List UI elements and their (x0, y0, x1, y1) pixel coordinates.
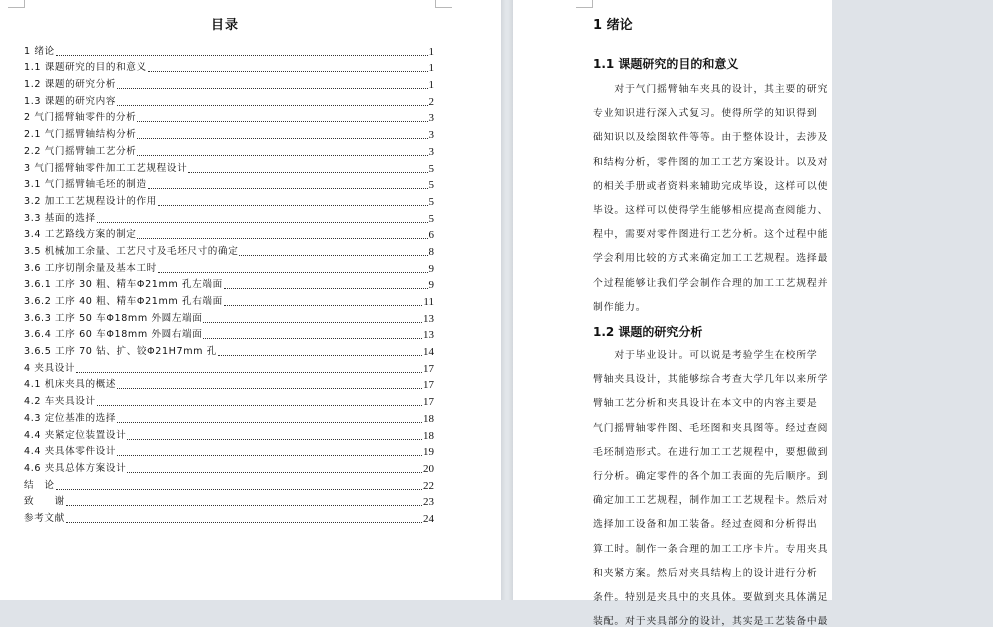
toc-entry-page: 5 (428, 179, 434, 192)
page-body (513, 0, 832, 627)
toc-leader-dots (148, 71, 428, 72)
toc-entry-page: 13 (423, 312, 434, 325)
toc-leader-dots (117, 88, 427, 89)
toc-leader-dots (127, 472, 422, 473)
toc-entry-page: 5 (428, 162, 434, 175)
margin-corner-mark (435, 7, 452, 8)
toc-leader-dots (117, 422, 422, 423)
toc-entry-text[interactable]: 3.6.4 工序 60 车Φ18mm 外圆右端面 (24, 329, 203, 341)
toc-entry[interactable] (24, 124, 434, 141)
toc-entry-page: 5 (428, 212, 434, 225)
paragraph-line: 气门摇臂轴零件图、毛坯图和夹具图等。经过查阅 (593, 422, 829, 434)
toc-entry-text[interactable]: 3.6.3 工序 50 车Φ18mm 外圆左端面 (24, 312, 203, 324)
toc-entry-page: 13 (423, 329, 434, 342)
toc-entry-text[interactable]: 1.1 课题研究的目的和意义 (24, 62, 147, 74)
paragraph-line: 算工时。制作一条合理的加工工序卡片。专用夹具 (593, 543, 829, 555)
toc-leader-dots (137, 238, 427, 239)
toc-entry-page: 11 (423, 296, 434, 308)
page-gap (501, 0, 513, 600)
paragraph-line: 毛坯制造形式。在进行加工工艺规程中，要想做到 (593, 446, 829, 458)
toc-entry[interactable] (24, 41, 434, 58)
toc-leader-dots (66, 522, 422, 523)
toc-entry-text[interactable]: 2.1 气门摇臂轴结构分析 (24, 129, 137, 141)
toc-entry-text[interactable]: 1.2 课题的研究分析 (24, 79, 117, 91)
toc-leader-dots (224, 305, 423, 306)
toc-entry[interactable] (24, 358, 434, 375)
toc-leader-dots (127, 439, 422, 440)
margin-corner-mark (435, 0, 436, 8)
toc-entry-page: 5 (428, 195, 434, 208)
paragraph-line: 的相关手册或者资料来辅助完成毕设，这样可以使 (593, 180, 829, 192)
toc-entry[interactable] (24, 241, 434, 258)
toc-entry-page: 24 (423, 512, 434, 525)
toc-entry[interactable] (24, 458, 434, 475)
toc-leader-dots (97, 405, 422, 406)
toc-entry-page: 14 (423, 346, 434, 359)
toc-entry-text[interactable]: 致 谢 (24, 496, 65, 508)
paragraph-line: 行分析。确定零件的各个加工表面的先后顺序。到 (593, 471, 829, 482)
toc-entry-page: 17 (423, 362, 434, 375)
toc-entry-text[interactable]: 1.3 课题的研究内容 (24, 95, 117, 107)
toc-entry[interactable] (24, 275, 434, 292)
toc-entry-text[interactable]: 1 绪论 (24, 45, 55, 57)
toc-entry-text[interactable]: 4.4 夹紧定位装置设计 (24, 429, 127, 441)
toc-entry-page: 3 (428, 112, 434, 125)
toc-entry-page: 19 (423, 446, 434, 459)
paragraph-line: 选择加工设备和加工装备。经过查阅和分析得出 (593, 519, 818, 531)
toc-entry-text[interactable]: 3.6 工序切削余量及基本工时 (24, 262, 157, 274)
toc-leader-dots (158, 205, 428, 206)
toc-entry-page: 6 (428, 229, 434, 242)
toc-leader-dots (97, 222, 428, 223)
toc-leader-dots (148, 188, 428, 189)
toc-leader-dots (203, 338, 422, 339)
toc-entry-text[interactable]: 4 夹具设计 (24, 362, 76, 374)
paragraph-line: 臂轴工艺分析和夹具设计在本文中的内容主要是 (593, 398, 818, 410)
toc-leader-dots (137, 121, 427, 122)
toc-entry-page: 9 (428, 279, 434, 292)
toc-leader-dots (76, 372, 422, 373)
toc-entry-page: 23 (423, 496, 434, 509)
toc-entry-text[interactable]: 参考文献 (24, 512, 65, 524)
toc-leader-dots (117, 105, 427, 106)
toc-entry-text[interactable]: 4.1 机床夹具的概述 (24, 379, 117, 391)
toc-leader-dots (239, 255, 427, 256)
margin-corner-mark (8, 7, 25, 8)
section-heading-1-2: 1.2 课题的研究分析 (593, 325, 703, 339)
toc-entry-page: 1 (428, 79, 434, 92)
paragraph-line: 对于气门摇臂轴车夹具的设计，其主要的研究 (593, 84, 829, 95)
paragraph-line: 和结构分析，零件图的加工工艺方案设计。以及对 (593, 156, 829, 168)
toc-leader-dots (117, 388, 422, 389)
chapter-heading: 1 绪论 (593, 18, 633, 33)
toc-entry-text[interactable]: 3 气门摇臂轴零件加工工艺规程设计 (24, 162, 188, 174)
toc-leader-dots (218, 355, 422, 356)
paragraph-line: 臂轴夹具设计，其能够综合考查大学几年以来所学 (593, 374, 829, 386)
toc-entry[interactable] (24, 291, 434, 308)
toc-entry-text[interactable]: 4.6 夹具总体方案设计 (24, 462, 127, 474)
toc-entry-page: 3 (428, 145, 434, 158)
toc-leader-dots (137, 138, 427, 139)
toc-entry[interactable] (24, 225, 434, 242)
page-toc (0, 0, 501, 600)
toc-entry[interactable] (24, 58, 434, 75)
toc-entry-page: 1 (428, 45, 434, 58)
paragraph-line: 程中，需要对零件图进行工艺分析。这个过程中能 (593, 229, 829, 241)
toc-entry-text[interactable]: 4.3 定位基准的选择 (24, 412, 117, 424)
toc-entry-text[interactable]: 3.6.2 工序 40 粗、精车Φ21mm 孔右端面 (24, 296, 223, 307)
toc-leader-dots (56, 55, 428, 56)
toc-entry[interactable] (24, 108, 434, 125)
toc-entry-page: 18 (423, 412, 434, 425)
toc-entry[interactable] (24, 191, 434, 208)
toc-entry-text[interactable]: 3.3 基面的选择 (24, 212, 96, 224)
toc-entry[interactable] (24, 375, 434, 392)
paragraph-line: 装配。对于夹具部分的设计，其实是工艺装备中最 (593, 616, 829, 627)
toc-entry[interactable] (24, 408, 434, 425)
toc-entry-text[interactable]: 2.2 气门摇臂轴工艺分析 (24, 145, 137, 157)
toc-leader-dots (203, 322, 422, 323)
toc-entry-page: 17 (423, 396, 434, 409)
toc-entry-page: 8 (428, 245, 434, 258)
toc-entry[interactable] (24, 442, 434, 459)
toc-entry-text[interactable]: 4.4 夹具体零件设计 (24, 446, 117, 458)
paragraph-line: 个过程能够让我们学会制作合理的加工工艺规程并 (593, 277, 829, 289)
toc-entry-text[interactable]: 3.2 加工工艺规程设计的作用 (24, 195, 157, 207)
toc-entry-page: 1 (428, 62, 434, 75)
toc-leader-dots (56, 489, 422, 490)
toc-leader-dots (188, 172, 427, 173)
toc-leader-dots (137, 155, 427, 156)
paragraph-line: 确定加工工艺规程，制作加工工艺规程卡。然后对 (593, 495, 829, 507)
paragraph-line: 学会利用比较的方式来确定加工工艺规程。选择最 (593, 253, 829, 265)
paragraph-line: 毕设。这样可以使得学生能够相应提高查阅能力、 (593, 205, 829, 216)
toc-entry-page: 17 (423, 379, 434, 392)
toc-entry[interactable] (24, 492, 434, 509)
toc-entry[interactable] (24, 141, 434, 158)
paragraph-line: 制作能力。 (593, 301, 647, 313)
toc-entry[interactable] (24, 91, 434, 108)
toc-entry-page: 3 (428, 129, 434, 142)
toc-leader-dots (66, 505, 422, 506)
toc-entry[interactable] (24, 425, 434, 442)
toc-entry-text[interactable]: 3.6.5 工序 70 钻、扩、铰Φ21H7mm 孔 (24, 346, 217, 358)
paragraph-line: 和夹紧方案。然后对夹具结构上的设计进行分析 (593, 567, 818, 579)
toc-entry[interactable] (24, 175, 434, 192)
toc-leader-dots (117, 455, 422, 456)
toc-entry[interactable] (24, 158, 434, 175)
toc-title: 目录 (210, 18, 239, 33)
toc-entry[interactable] (24, 258, 434, 275)
margin-corner-mark (24, 0, 25, 8)
toc-entry-text[interactable]: 3.1 气门摇臂轴毛坯的制造 (24, 179, 147, 191)
toc-entry[interactable] (24, 325, 434, 342)
toc-leader-dots (224, 288, 428, 289)
toc-entry[interactable] (24, 308, 434, 325)
paragraph-line: 对于毕业设计。可以说是考验学生在校所学 (593, 350, 818, 361)
toc-entry-text[interactable]: 结 论 (24, 479, 55, 491)
toc-entry-text[interactable]: 3.6.1 工序 30 粗、精车Φ21mm 孔左端面 (24, 279, 223, 291)
toc-entry-page: 2 (428, 95, 434, 108)
toc-entry-page: 18 (423, 429, 434, 442)
section-heading-1-1: 1.1 课题研究的目的和意义 (593, 57, 739, 71)
toc-entry-text[interactable]: 2 气门摇臂轴零件的分析 (24, 112, 137, 124)
toc-entry[interactable] (24, 208, 434, 225)
toc-entry-page: 9 (428, 262, 434, 275)
toc-entry-page: 22 (423, 479, 434, 492)
paragraph-line: 专业知识进行深入式复习。使得所学的知识得到 (593, 108, 818, 120)
toc-entry[interactable] (24, 74, 434, 91)
toc-entry[interactable] (24, 391, 434, 408)
toc-entry-text[interactable]: 3.4 工艺路线方案的制定 (24, 229, 137, 241)
margin-corner-mark (576, 7, 593, 8)
toc-entry[interactable] (24, 475, 434, 492)
toc-entry-text[interactable]: 4.2 车夹具设计 (24, 396, 96, 408)
toc-leader-dots (158, 272, 428, 273)
margin-corner-mark (592, 0, 593, 8)
toc-entry[interactable] (24, 341, 434, 358)
toc-list (24, 41, 434, 525)
toc-entry-page: 20 (423, 462, 434, 475)
toc-entry[interactable] (24, 508, 434, 525)
paragraph-line: 条件。特别是夹具中的夹具体。要做到夹具体满足 (593, 592, 829, 603)
toc-entry-text[interactable]: 3.5 机械加工余量、工艺尺寸及毛坯尺寸的确定 (24, 245, 239, 257)
paragraph-line: 础知识以及绘图软件等等。由于整体设计，去涉及 (593, 132, 829, 144)
